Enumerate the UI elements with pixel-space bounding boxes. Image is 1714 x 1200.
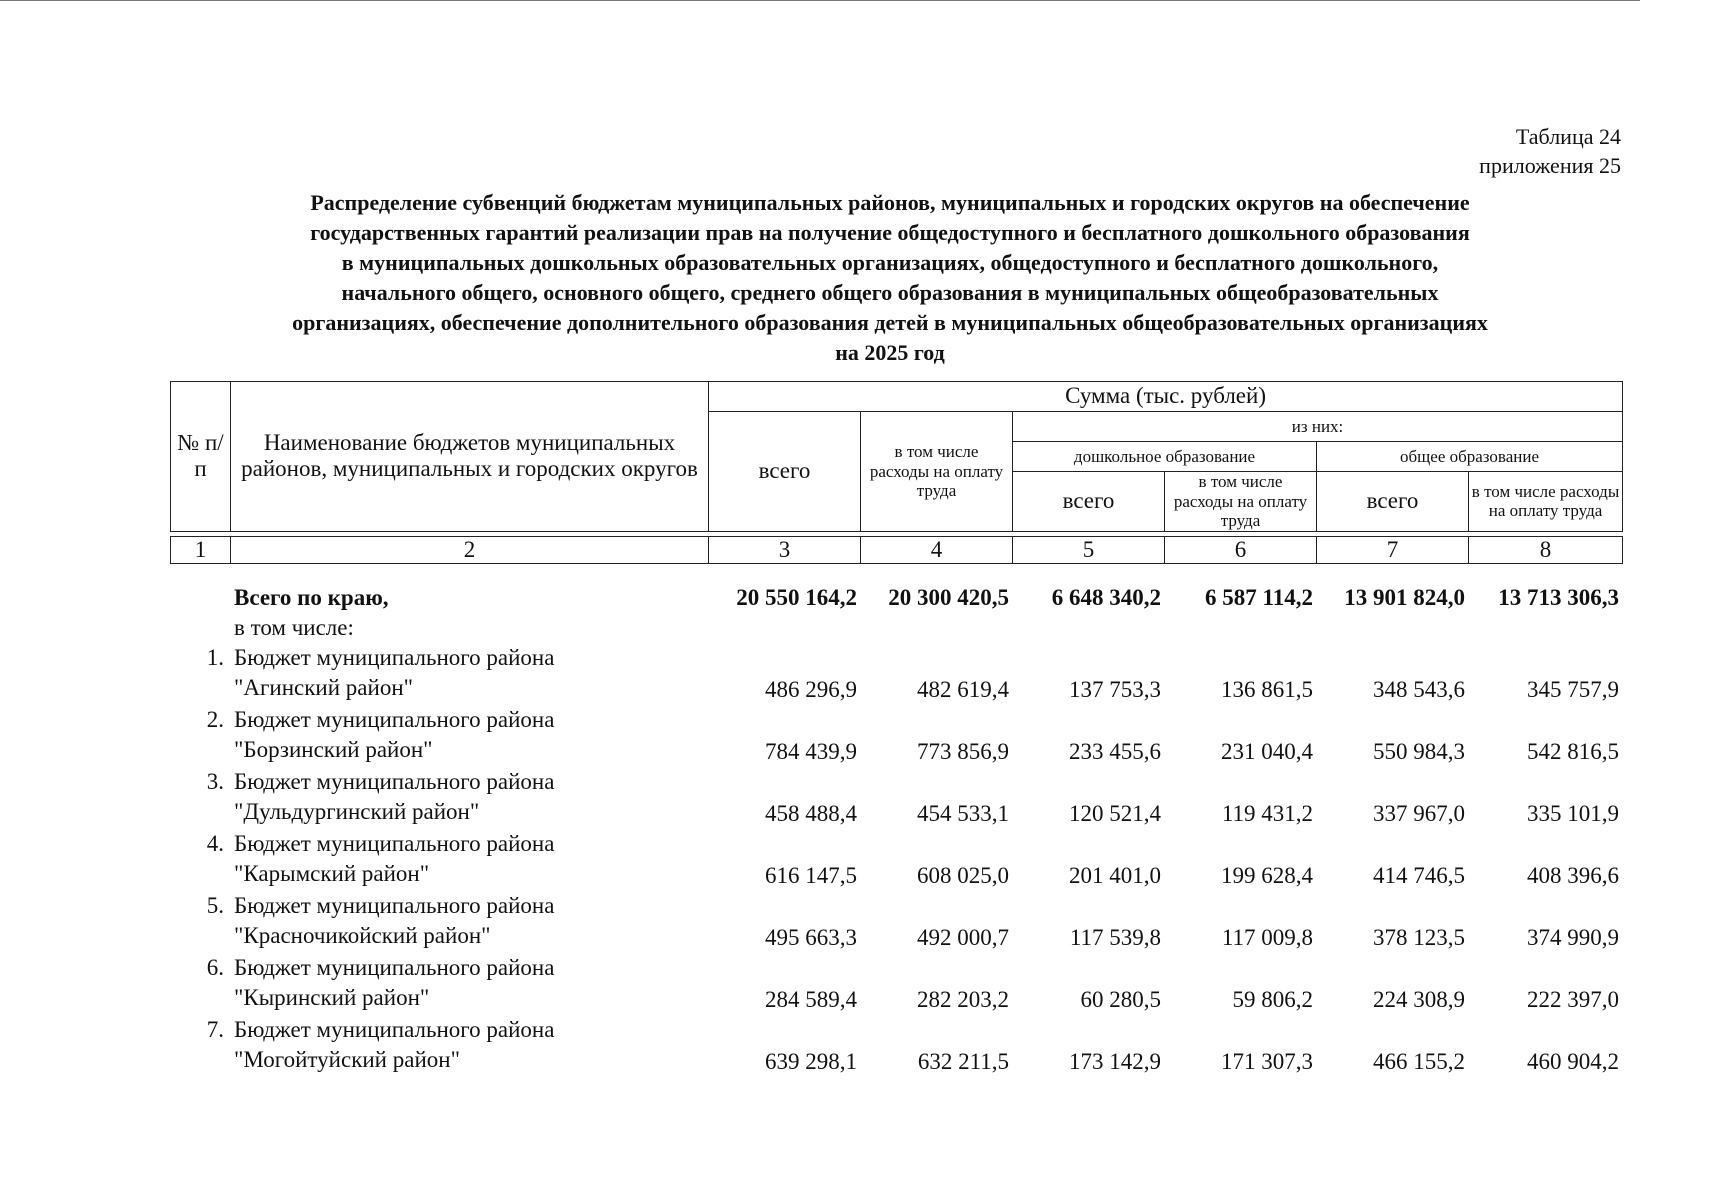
total-sublabel-row (170, 613, 1622, 643)
header-preschool-total: всего (1013, 472, 1165, 532)
total-value: 20 550 164,2 (736, 585, 857, 610)
table-row (170, 705, 1622, 767)
title-line: в муниципальных дошкольных образовательных организациях, общедоступного и бесплатного дошкольного, (341, 250, 1439, 275)
row-name-line2: "Кыринский район" (234, 985, 430, 1010)
row-value: 233 455,6 (1069, 739, 1161, 764)
row-name-line2: "Красночикойский район" (234, 923, 491, 948)
header-of-them: из них: (1013, 412, 1623, 442)
row-value: 119 431,2 (1221, 801, 1313, 826)
row-value: 773 856,9 (917, 739, 1009, 764)
appendix-annex-number: приложения 25 (1479, 153, 1621, 178)
row-value: 284 589,4 (765, 987, 857, 1012)
row-name-line2: "Карымский район" (234, 861, 430, 886)
row-index: 5. (206, 893, 224, 918)
column-number: 4 (861, 536, 1013, 563)
total-value: 13 713 306,3 (1498, 585, 1619, 610)
row-value: 117 539,8 (1069, 925, 1161, 950)
column-number: 1 (171, 536, 231, 563)
column-number: 5 (1013, 536, 1165, 563)
total-label: Всего по краю, (234, 585, 389, 610)
row-name (230, 953, 708, 1015)
table-header (170, 381, 1623, 564)
column-number: 8 (1469, 536, 1623, 563)
row-name (230, 891, 708, 953)
row-value: 222 397,0 (1527, 987, 1619, 1012)
scan-edge-line (0, 0, 1640, 1)
row-value: 550 984,3 (1373, 739, 1465, 764)
row-name (230, 705, 708, 767)
title-line: организациях, обеспечение дополнительного образования детей в муниципальных общеобразовательных организациях (292, 310, 1488, 335)
row-name-line1: Бюджет муниципального района (234, 955, 555, 980)
row-name-line1: Бюджет муниципального района (234, 769, 555, 794)
total-value: 6 587 114,2 (1205, 585, 1313, 610)
row-value: 348 543,6 (1373, 677, 1465, 702)
table-row (170, 643, 1622, 705)
row-value: 632 211,5 (917, 1049, 1009, 1074)
total-value: 6 648 340,2 (1051, 585, 1161, 610)
table-row (170, 891, 1622, 953)
document-title (150, 188, 1630, 368)
row-value: 542 816,5 (1527, 739, 1619, 764)
row-value: 345 757,9 (1527, 677, 1619, 702)
title-line: начального общего, основного общего, среднего общего образования в муниципальных общеобразовательных (341, 280, 1439, 305)
row-name-line1: Бюджет муниципального района (234, 707, 555, 732)
total-value: 13 901 824,0 (1344, 585, 1465, 610)
row-index: 2. (206, 707, 224, 732)
row-value: 136 861,5 (1221, 677, 1313, 702)
row-name-line2: "Агинский район" (234, 675, 414, 700)
row-value: 137 753,3 (1069, 677, 1161, 702)
row-value: 482 619,4 (917, 677, 1009, 702)
row-value: 454 533,1 (917, 801, 1009, 826)
header-total-salary: в том числе расходы на оплату труда (861, 412, 1013, 532)
row-value: 784 439,9 (765, 739, 857, 764)
row-value: 639 298,1 (765, 1049, 857, 1074)
title-line: государственных гарантий реализации прав на получение общедоступного и бесплатного дошкольного образования (310, 220, 1470, 245)
row-value: 486 296,9 (765, 677, 857, 702)
table-row (170, 953, 1622, 1015)
header-general-total: всего (1317, 472, 1469, 532)
row-value: 335 101,9 (1527, 801, 1619, 826)
row-name (230, 829, 708, 891)
row-name-line1: Бюджет муниципального района (234, 893, 555, 918)
row-value: 458 488,4 (765, 801, 857, 826)
row-index: 1. (206, 645, 224, 670)
header-col-name: Наименование бюджетов муниципальных районов, муниципальных и городских округов (231, 382, 709, 532)
row-value: 60 280,5 (1080, 987, 1161, 1012)
column-number: 6 (1165, 536, 1317, 563)
row-name-line2: "Могойтуйский район" (234, 1047, 460, 1072)
row-value: 378 123,5 (1373, 925, 1465, 950)
row-value: 117 009,8 (1221, 925, 1313, 950)
header-col-number: № п/п (171, 382, 231, 532)
row-value: 231 040,4 (1221, 739, 1313, 764)
row-value: 466 155,2 (1373, 1049, 1465, 1074)
row-value: 173 142,9 (1069, 1049, 1161, 1074)
row-value: 120 521,4 (1069, 801, 1161, 826)
row-name (230, 767, 708, 829)
total-sublabel: в том числе: (234, 615, 354, 640)
title-line: на 2025 год (835, 340, 945, 365)
column-number: 2 (231, 536, 709, 563)
row-index: 7. (206, 1017, 224, 1042)
row-name-line1: Бюджет муниципального района (234, 1017, 555, 1042)
row-value: 282 203,2 (917, 987, 1009, 1012)
header-sum: Сумма (тыс. рублей) (709, 382, 1623, 412)
row-name-line2: "Дульдургинский район" (234, 799, 480, 824)
total-row (170, 583, 1622, 613)
header-general-salary: в том числе расходы на оплату труда (1469, 472, 1623, 532)
row-name-line1: Бюджет муниципального района (234, 831, 555, 856)
row-index: 3. (206, 769, 224, 794)
header-general: общее образование (1317, 442, 1623, 472)
column-number: 3 (709, 536, 861, 563)
row-name-line1: Бюджет муниципального района (234, 645, 555, 670)
row-value: 201 401,0 (1069, 863, 1161, 888)
row-name-line2: "Борзинский район" (234, 737, 433, 762)
row-value: 199 628,4 (1221, 863, 1313, 888)
row-value: 495 663,3 (765, 925, 857, 950)
table-row (170, 767, 1622, 829)
table-body (170, 583, 1622, 1077)
header-preschool-salary: в том числе расходы на оплату труда (1165, 472, 1317, 532)
row-value: 492 000,7 (917, 925, 1009, 950)
row-index: 4. (206, 831, 224, 856)
row-value: 224 308,9 (1373, 987, 1465, 1012)
row-value: 59 806,2 (1232, 987, 1313, 1012)
row-index: 6. (206, 955, 224, 980)
total-value: 20 300 420,5 (888, 585, 1009, 610)
appendix-reference (1479, 122, 1621, 180)
row-value: 414 746,5 (1373, 863, 1465, 888)
table-row (170, 1015, 1622, 1077)
header-preschool: дошкольное образование (1013, 442, 1317, 472)
row-value: 460 904,2 (1527, 1049, 1619, 1074)
title-line: Распределение субвенций бюджетам муниципальных районов, муниципальных и городских округов на обеспечение (310, 190, 1470, 215)
row-name (230, 643, 708, 705)
appendix-table-number: Таблица 24 (1515, 124, 1621, 149)
row-value: 408 396,6 (1527, 863, 1619, 888)
row-value: 337 967,0 (1373, 801, 1465, 826)
row-value: 171 307,3 (1221, 1049, 1313, 1074)
header-total: всего (709, 412, 861, 532)
row-value: 616 147,5 (765, 863, 857, 888)
row-name (230, 1015, 708, 1077)
table-row (170, 829, 1622, 891)
column-number: 7 (1317, 536, 1469, 563)
row-value: 374 990,9 (1527, 925, 1619, 950)
row-value: 608 025,0 (917, 863, 1009, 888)
